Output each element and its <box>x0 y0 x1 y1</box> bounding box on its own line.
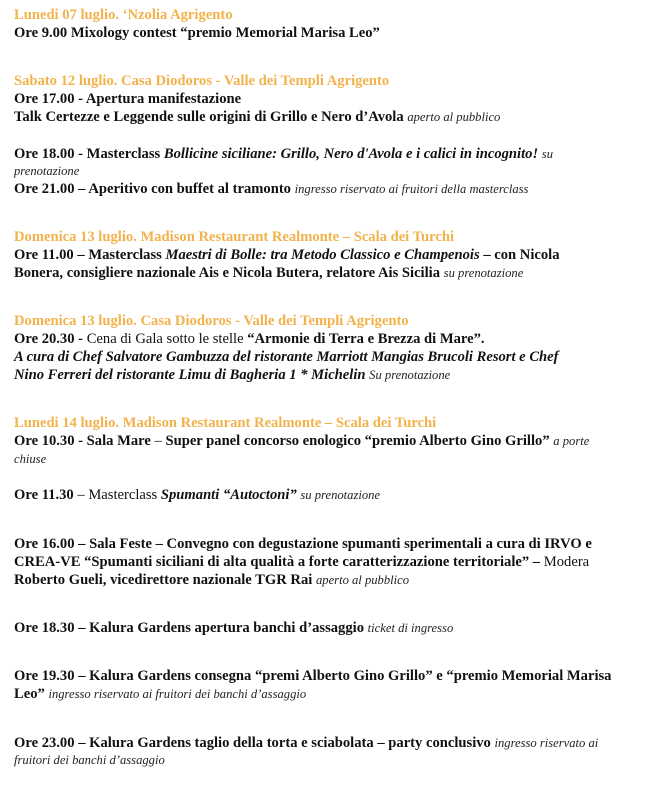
event-note: aperto al pubblico <box>315 573 410 587</box>
event-note: ticket di ingresso <box>367 621 454 635</box>
event-text: – Masterclass <box>77 487 158 503</box>
event-title: Spumanti “Autoctoni” <box>160 487 297 503</box>
event-text: – Kalura Gardens consegna “premi Alberto Gino Grillo” e “premio Memorial Marisa <box>78 668 612 684</box>
event-note: fruitori dei banchi d’assaggio <box>14 753 165 767</box>
event-text: Ore 11.30 <box>14 487 74 503</box>
event-header: Lunedi 07 luglio. ‘Nzolia Agrigento <box>14 7 233 23</box>
event-text: “Armonie di Terra e Brezza di Mare”. <box>247 331 485 347</box>
event-line <box>14 620 651 637</box>
event-text: Bonera, consigliere nazionale Ais e Nicola Butera, relatore Ais Sicilia <box>14 265 441 281</box>
event-note: chiuse <box>14 452 47 466</box>
event-line: Ore 9.00 Mixology contest “premio Memorial Marisa Leo” <box>14 25 380 41</box>
event-line <box>14 668 651 685</box>
event-note: su prenotazione <box>300 488 381 502</box>
event-line <box>14 735 651 752</box>
event-header: Lunedi 14 luglio. Madison Restaurant Realmonte – Scala dei Turchi <box>14 415 437 431</box>
event-line <box>14 487 651 504</box>
event-note: prenotazione <box>14 164 80 178</box>
event-text: CREA-VE “Spumanti siciliani di alta qualità a forte caratterizzazione territoriale” – <box>14 554 541 570</box>
event-text: – <box>154 433 162 449</box>
event-line <box>14 146 651 163</box>
event-note: ingresso riservato ai <box>494 736 599 750</box>
event-header: Domenica 13 luglio. Casa Diodoros - Valle dei Templi Agrigento <box>14 313 409 329</box>
event-text: Talk Certezze e Leggende sulle origini di Grillo e Nero d’Avola <box>14 109 404 125</box>
event-text: Modera <box>543 554 590 570</box>
event-line <box>14 572 651 589</box>
event-text: Super panel concorso enologico “premio Alberto Gino Grillo” <box>165 433 550 449</box>
event-text: – con Nicola <box>483 247 560 263</box>
event-line <box>14 247 651 264</box>
event-note: aperto al pubblico <box>407 110 501 124</box>
event-note: a porte <box>553 434 590 448</box>
event-line: Ore 16.00 – Sala Feste – Convegno con degustazione spumanti sperimentali a cura di IRVO e <box>14 536 592 552</box>
event-line <box>14 163 651 180</box>
event-line <box>14 331 651 348</box>
event-text: Ore 19.30 <box>14 668 75 684</box>
event-title: Bollicine siciliane: Grillo, Nero d'Avola e i calici in incognito! <box>163 146 539 162</box>
event-header: Sabato 12 luglio. Casa Diodoros - Valle dei Templi Agrigento <box>14 73 390 89</box>
event-line <box>14 686 651 703</box>
event-note: Su prenotazione <box>369 368 451 382</box>
event-line <box>14 451 651 468</box>
event-header: Domenica 13 luglio. Madison Restaurant Realmonte – Scala dei Turchi <box>14 229 454 245</box>
event-text: Leo” <box>14 686 45 702</box>
event-note: ingresso riservato ai fruitori della masterclass <box>294 182 529 196</box>
event-line: A cura di Chef Salvatore Gambuzza del ristorante Marriott Mangias Brucoli Resort e Chef <box>14 349 559 365</box>
event-line <box>14 109 651 126</box>
event-line: Ore 17.00 - Apertura manifestazione <box>14 91 242 107</box>
event-text: – Kalura Gardens taglio della torta e sciabolata – party conclusivo <box>78 735 491 751</box>
event-note: ingresso riservato ai fruitori dei banchi d’assaggio <box>48 687 307 701</box>
event-line <box>14 265 651 282</box>
event-text: Nino Ferreri del ristorante Limu di Bagheria 1 * Michelin <box>14 367 366 383</box>
event-text: – Kalura Gardens apertura banchi d’assaggio <box>78 620 365 636</box>
event-line <box>14 367 651 384</box>
event-text: Ore 21.00 – Aperitivo con buffet al tramonto <box>14 181 291 197</box>
event-text: Ore 18.00 - Masterclass <box>14 146 161 162</box>
event-line <box>14 752 651 769</box>
event-line <box>14 554 651 571</box>
event-text: Ore 10.30 - Sala Mare <box>14 433 151 449</box>
event-note: su <box>541 147 553 161</box>
event-text: Roberto Gueli, vicedirettore nazionale TGR Rai <box>14 572 313 588</box>
event-text: Cena di Gala sotto le stelle <box>86 331 244 347</box>
event-text: Ore 18.30 <box>14 620 75 636</box>
event-line <box>14 433 651 450</box>
event-text: Ore 20.30 - <box>14 331 84 347</box>
event-text: Ore 23.00 <box>14 735 75 751</box>
event-note: su prenotazione <box>443 266 524 280</box>
event-title: Maestri di Bolle: tra Metodo Classico e Champenois <box>165 247 480 263</box>
event-line <box>14 181 651 198</box>
event-text: Ore 11.00 – Masterclass <box>14 247 162 263</box>
